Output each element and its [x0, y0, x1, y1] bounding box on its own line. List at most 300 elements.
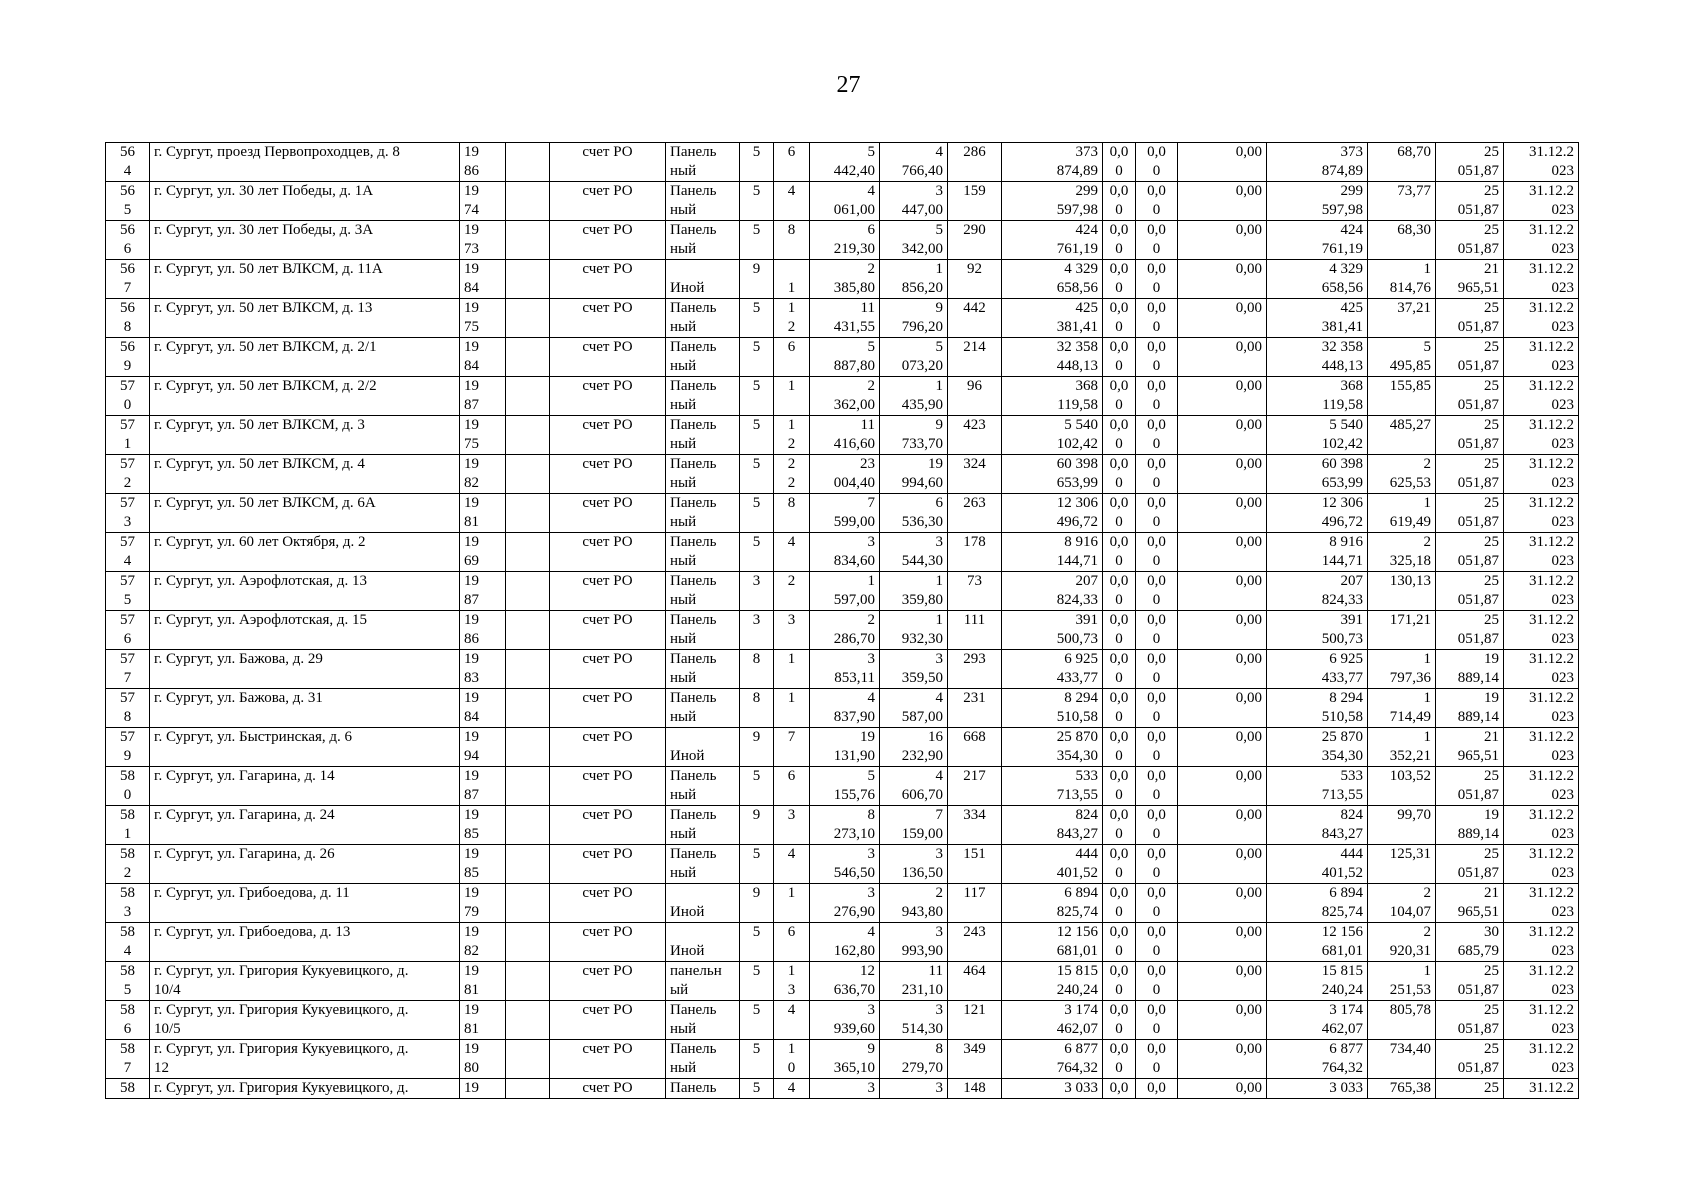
cell-fund-method: счет РО — [550, 533, 666, 572]
cell-specific-cost: 2 104,07 — [1368, 884, 1436, 923]
cell-entrances: 4 — [774, 182, 810, 221]
cell-residents: 349 — [948, 1040, 1002, 1079]
cell-cost-share-a: 0,0 0 — [1103, 182, 1136, 221]
table-row — [106, 806, 1579, 845]
cell-total-area: 4 061,00 — [810, 182, 880, 221]
cell-deadline: 31.12.2 023 — [1504, 572, 1579, 611]
cell-total-cost: 373 874,89 — [1002, 143, 1103, 182]
cell-entrances: 1 — [774, 260, 810, 299]
cell-residential-area: 1 856,20 — [880, 260, 948, 299]
cell-deadline: 31.12.2 023 — [1504, 455, 1579, 494]
table-row — [106, 611, 1579, 650]
cell-deadline: 31.12.2 023 — [1504, 689, 1579, 728]
cell-blank-cell — [506, 299, 550, 338]
cell-total-area: 3 — [810, 1079, 880, 1099]
cell-specific-cost: 99,70 — [1368, 806, 1436, 845]
cell-wall-material: Панель ный — [666, 494, 740, 533]
cell-extra-cost: 0,00 — [1178, 767, 1267, 806]
cell-extra-cost: 0,00 — [1178, 455, 1267, 494]
cell-cost-share-a: 0,0 0 — [1103, 923, 1136, 962]
cell-row-number: 58 5 — [106, 962, 150, 1001]
cell-address: г. Сургут, ул. 60 лет Октября, д. 2 — [150, 533, 460, 572]
cell-entrances: 2 — [774, 572, 810, 611]
cell-row-number: 58 1 — [106, 806, 150, 845]
cell-year-built: 19 84 — [460, 689, 506, 728]
cell-row-number: 57 8 — [106, 689, 150, 728]
cell-residential-area: 3 544,30 — [880, 533, 948, 572]
cell-floors: 5 — [740, 1040, 774, 1079]
cell-address: г. Сургут, ул. Гагарина, д. 24 — [150, 806, 460, 845]
cell-cost-share-a: 0,0 0 — [1103, 455, 1136, 494]
cell-residential-area: 4 587,00 — [880, 689, 948, 728]
cell-wall-material: Иной — [666, 260, 740, 299]
cell-residents: 151 — [948, 845, 1002, 884]
cell-floors: 3 — [740, 611, 774, 650]
cell-specific-cost: 485,27 — [1368, 416, 1436, 455]
cell-cost-share-a: 0,0 0 — [1103, 1040, 1136, 1079]
cell-wall-material: Панель ный — [666, 338, 740, 377]
cell-row-number: 56 9 — [106, 338, 150, 377]
cell-fund-method: счет РО — [550, 299, 666, 338]
cell-total-cost: 299 597,98 — [1002, 182, 1103, 221]
cell-specific-cost: 125,31 — [1368, 845, 1436, 884]
cell-total-area: 19 131,90 — [810, 728, 880, 767]
cell-floors: 5 — [740, 221, 774, 260]
cell-address: г. Сургут, ул. Григория Кукуевицкого, д. — [150, 1079, 460, 1099]
cell-address: г. Сургут, проезд Первопроходцев, д. 8 — [150, 143, 460, 182]
cell-extra-cost: 0,00 — [1178, 1001, 1267, 1040]
cell-cost-share-a: 0,0 — [1103, 1079, 1136, 1099]
cell-fund-method: счет РО — [550, 962, 666, 1001]
cell-fund-method: счет РО — [550, 377, 666, 416]
cell-blank-cell — [506, 689, 550, 728]
cell-year-built: 19 69 — [460, 533, 506, 572]
cell-year-built: 19 82 — [460, 455, 506, 494]
cell-cost-share-a: 0,0 0 — [1103, 338, 1136, 377]
cell-cost-regional: 60 398 653,99 — [1267, 455, 1368, 494]
cell-address: г. Сургут, ул. 50 лет ВЛКСМ, д. 13 — [150, 299, 460, 338]
cell-blank-cell — [506, 377, 550, 416]
cell-floors: 5 — [740, 923, 774, 962]
cell-floors: 9 — [740, 728, 774, 767]
cell-residents: 286 — [948, 143, 1002, 182]
table-row — [106, 260, 1579, 299]
cell-cost-share-b: 0,0 0 — [1136, 299, 1178, 338]
cell-max-cost: 25 051,87 — [1436, 494, 1504, 533]
cell-row-number: 57 3 — [106, 494, 150, 533]
cell-cost-share-b: 0,0 0 — [1136, 143, 1178, 182]
cell-residential-area: 1 359,80 — [880, 572, 948, 611]
cell-total-area: 4 162,80 — [810, 923, 880, 962]
cell-deadline: 31.12.2 023 — [1504, 416, 1579, 455]
cell-specific-cost: 155,85 — [1368, 377, 1436, 416]
cell-specific-cost: 2 325,18 — [1368, 533, 1436, 572]
cell-fund-method: счет РО — [550, 689, 666, 728]
cell-blank-cell — [506, 845, 550, 884]
cell-floors: 5 — [740, 1001, 774, 1040]
cell-wall-material: Панель ный — [666, 416, 740, 455]
cell-total-cost: 12 156 681,01 — [1002, 923, 1103, 962]
cell-floors: 5 — [740, 416, 774, 455]
cell-cost-regional: 6 877 764,32 — [1267, 1040, 1368, 1079]
cell-entrances: 1 — [774, 377, 810, 416]
cell-wall-material: Панель ный — [666, 221, 740, 260]
cell-blank-cell — [506, 338, 550, 377]
cell-max-cost: 21 965,51 — [1436, 728, 1504, 767]
cell-fund-method: счет РО — [550, 650, 666, 689]
cell-residents: 464 — [948, 962, 1002, 1001]
cell-residential-area: 8 279,70 — [880, 1040, 948, 1079]
cell-cost-share-a: 0,0 0 — [1103, 221, 1136, 260]
cell-wall-material: Панель ный — [666, 1001, 740, 1040]
cell-max-cost: 25 051,87 — [1436, 416, 1504, 455]
cell-year-built: 19 81 — [460, 494, 506, 533]
cell-total-cost: 444 401,52 — [1002, 845, 1103, 884]
cell-row-number: 58 2 — [106, 845, 150, 884]
cell-cost-regional: 25 870 354,30 — [1267, 728, 1368, 767]
cell-year-built: 19 74 — [460, 182, 506, 221]
cell-specific-cost: 37,21 — [1368, 299, 1436, 338]
cell-cost-share-b: 0,0 0 — [1136, 338, 1178, 377]
page-number: 27 — [836, 72, 861, 98]
cell-extra-cost: 0,00 — [1178, 533, 1267, 572]
cell-blank-cell — [506, 728, 550, 767]
cell-wall-material: Панель ный — [666, 845, 740, 884]
cell-row-number: 57 6 — [106, 611, 150, 650]
cell-year-built: 19 82 — [460, 923, 506, 962]
cell-row-number: 57 2 — [106, 455, 150, 494]
cell-specific-cost: 68,30 — [1368, 221, 1436, 260]
cell-max-cost: 25 051,87 — [1436, 182, 1504, 221]
cell-blank-cell — [506, 572, 550, 611]
cell-year-built: 19 87 — [460, 572, 506, 611]
cell-residents: 96 — [948, 377, 1002, 416]
cell-blank-cell — [506, 806, 550, 845]
cell-floors: 5 — [740, 455, 774, 494]
cell-blank-cell — [506, 182, 550, 221]
cell-deadline: 31.12.2 023 — [1504, 377, 1579, 416]
cell-wall-material: Панель ный — [666, 767, 740, 806]
cell-year-built: 19 83 — [460, 650, 506, 689]
cell-blank-cell — [506, 143, 550, 182]
table-row — [106, 533, 1579, 572]
cell-blank-cell — [506, 260, 550, 299]
cell-cost-share-a: 0,0 0 — [1103, 416, 1136, 455]
table-row — [106, 182, 1579, 221]
table-row — [106, 377, 1579, 416]
cell-cost-share-b: 0,0 0 — [1136, 455, 1178, 494]
cell-floors: 8 — [740, 650, 774, 689]
cell-cost-share-b: 0,0 0 — [1136, 845, 1178, 884]
cell-cost-share-a: 0,0 0 — [1103, 962, 1136, 1001]
cell-address: г. Сургут, ул. Григория Кукуевицкого, д. 10/4 — [150, 962, 460, 1001]
cell-max-cost: 21 965,51 — [1436, 260, 1504, 299]
cell-total-area: 1 597,00 — [810, 572, 880, 611]
cell-total-cost: 391 500,73 — [1002, 611, 1103, 650]
cell-specific-cost: 1 352,21 — [1368, 728, 1436, 767]
cell-deadline: 31.12.2 023 — [1504, 143, 1579, 182]
cell-cost-share-a: 0,0 0 — [1103, 533, 1136, 572]
cell-extra-cost: 0,00 — [1178, 845, 1267, 884]
cell-cost-share-a: 0,0 0 — [1103, 806, 1136, 845]
cell-total-cost: 8 916 144,71 — [1002, 533, 1103, 572]
cell-residents: 148 — [948, 1079, 1002, 1099]
table-row — [106, 221, 1579, 260]
cell-blank-cell — [506, 923, 550, 962]
cell-fund-method: счет РО — [550, 572, 666, 611]
cell-cost-regional: 373 874,89 — [1267, 143, 1368, 182]
cell-max-cost: 25 051,87 — [1436, 845, 1504, 884]
cell-residents: 73 — [948, 572, 1002, 611]
cell-row-number: 58 — [106, 1079, 150, 1099]
cell-fund-method: счет РО — [550, 182, 666, 221]
cell-cost-share-b: 0,0 0 — [1136, 572, 1178, 611]
cell-residents: 263 — [948, 494, 1002, 533]
cell-deadline: 31.12.2 023 — [1504, 611, 1579, 650]
cell-row-number: 56 8 — [106, 299, 150, 338]
cell-fund-method: счет РО — [550, 767, 666, 806]
cell-cost-share-b: 0,0 0 — [1136, 182, 1178, 221]
cell-cost-share-b: 0,0 0 — [1136, 884, 1178, 923]
cell-floors: 9 — [740, 806, 774, 845]
cell-wall-material: Иной — [666, 923, 740, 962]
cell-entrances: 1 3 — [774, 962, 810, 1001]
cell-total-cost: 6 894 825,74 — [1002, 884, 1103, 923]
cell-specific-cost: 73,77 — [1368, 182, 1436, 221]
cell-max-cost: 25 051,87 — [1436, 338, 1504, 377]
cell-cost-share-b: 0,0 0 — [1136, 689, 1178, 728]
cell-fund-method: счет РО — [550, 806, 666, 845]
cell-address: г. Сургут, ул. Гагарина, д. 26 — [150, 845, 460, 884]
cell-extra-cost: 0,00 — [1178, 1040, 1267, 1079]
cell-cost-share-a: 0,0 0 — [1103, 650, 1136, 689]
cell-residents: 334 — [948, 806, 1002, 845]
cell-floors: 5 — [740, 338, 774, 377]
cell-max-cost: 30 685,79 — [1436, 923, 1504, 962]
cell-residential-area: 3 — [880, 1079, 948, 1099]
table-row — [106, 1040, 1579, 1079]
cell-floors: 5 — [740, 143, 774, 182]
cell-residential-area: 3 447,00 — [880, 182, 948, 221]
cell-total-cost: 3 033 — [1002, 1079, 1103, 1099]
table-row — [106, 299, 1579, 338]
cell-cost-regional: 15 815 240,24 — [1267, 962, 1368, 1001]
cell-wall-material: Иной — [666, 728, 740, 767]
cell-total-cost: 368 119,58 — [1002, 377, 1103, 416]
cell-deadline: 31.12.2 023 — [1504, 806, 1579, 845]
cell-row-number: 57 0 — [106, 377, 150, 416]
cell-row-number: 58 7 — [106, 1040, 150, 1079]
cell-entrances: 4 — [774, 845, 810, 884]
cell-cost-share-a: 0,0 0 — [1103, 299, 1136, 338]
cell-total-area: 3 834,60 — [810, 533, 880, 572]
cell-specific-cost: 1 714,49 — [1368, 689, 1436, 728]
cell-deadline: 31.12.2 023 — [1504, 182, 1579, 221]
cell-entrances: 1 — [774, 650, 810, 689]
cell-cost-regional: 824 843,27 — [1267, 806, 1368, 845]
cell-cost-regional: 3 174 462,07 — [1267, 1001, 1368, 1040]
table-row — [106, 689, 1579, 728]
cell-address: г. Сургут, ул. Григория Кукуевицкого, д. 10/5 — [150, 1001, 460, 1040]
cell-address: г. Сургут, ул. Бажова, д. 31 — [150, 689, 460, 728]
cell-entrances: 4 — [774, 1079, 810, 1099]
cell-cost-regional: 424 761,19 — [1267, 221, 1368, 260]
cell-year-built: 19 85 — [460, 806, 506, 845]
cell-address: г. Сургут, ул. 30 лет Победы, д. 1А — [150, 182, 460, 221]
cell-deadline: 31.12.2 023 — [1504, 260, 1579, 299]
cell-entrances: 1 — [774, 884, 810, 923]
table-row — [106, 1001, 1579, 1040]
cell-blank-cell — [506, 884, 550, 923]
cell-cost-share-b: 0,0 0 — [1136, 533, 1178, 572]
cell-cost-share-b: 0,0 0 — [1136, 494, 1178, 533]
table-body — [106, 143, 1579, 1099]
cell-residential-area: 4 606,70 — [880, 767, 948, 806]
cell-fund-method: счет РО — [550, 923, 666, 962]
cell-deadline: 31.12.2 023 — [1504, 338, 1579, 377]
cell-specific-cost: 2 920,31 — [1368, 923, 1436, 962]
housing-registry-table — [105, 142, 1579, 1099]
cell-year-built: 19 86 — [460, 143, 506, 182]
cell-total-area: 3 939,60 — [810, 1001, 880, 1040]
cell-total-area: 8 273,10 — [810, 806, 880, 845]
cell-extra-cost: 0,00 — [1178, 1079, 1267, 1099]
cell-cost-regional: 368 119,58 — [1267, 377, 1368, 416]
cell-total-cost: 32 358 448,13 — [1002, 338, 1103, 377]
cell-max-cost: 19 889,14 — [1436, 689, 1504, 728]
cell-specific-cost: 130,13 — [1368, 572, 1436, 611]
cell-year-built: 19 81 — [460, 962, 506, 1001]
cell-cost-share-b: 0,0 0 — [1136, 728, 1178, 767]
cell-extra-cost: 0,00 — [1178, 728, 1267, 767]
cell-cost-regional: 391 500,73 — [1267, 611, 1368, 650]
cell-address: г. Сургут, ул. Грибоедова, д. 13 — [150, 923, 460, 962]
cell-extra-cost: 0,00 — [1178, 923, 1267, 962]
cell-entrances: 1 2 — [774, 416, 810, 455]
cell-cost-share-a: 0,0 0 — [1103, 728, 1136, 767]
cell-address: г. Сургут, ул. Быстринская, д. 6 — [150, 728, 460, 767]
cell-extra-cost: 0,00 — [1178, 494, 1267, 533]
cell-entrances: 3 — [774, 611, 810, 650]
cell-total-cost: 824 843,27 — [1002, 806, 1103, 845]
cell-address: г. Сургут, ул. 50 лет ВЛКСМ, д. 3 — [150, 416, 460, 455]
cell-total-area: 3 853,11 — [810, 650, 880, 689]
cell-entrances: 4 — [774, 1001, 810, 1040]
cell-residential-area: 5 342,00 — [880, 221, 948, 260]
table-row — [106, 845, 1579, 884]
cell-cost-regional: 533 713,55 — [1267, 767, 1368, 806]
table-row — [106, 416, 1579, 455]
cell-cost-share-b: 0,0 0 — [1136, 650, 1178, 689]
cell-wall-material: Панель ный — [666, 572, 740, 611]
cell-cost-regional: 12 306 496,72 — [1267, 494, 1368, 533]
cell-address: г. Сургут, ул. Аэрофлотская, д. 13 — [150, 572, 460, 611]
cell-specific-cost: 5 495,85 — [1368, 338, 1436, 377]
cell-cost-regional: 5 540 102,42 — [1267, 416, 1368, 455]
table-row — [106, 455, 1579, 494]
cell-residential-area: 19 994,60 — [880, 455, 948, 494]
cell-total-cost: 533 713,55 — [1002, 767, 1103, 806]
cell-cost-regional: 8 916 144,71 — [1267, 533, 1368, 572]
cell-cost-share-b: 0,0 0 — [1136, 377, 1178, 416]
cell-specific-cost: 103,52 — [1368, 767, 1436, 806]
cell-wall-material: Панель ный — [666, 650, 740, 689]
cell-residential-area: 9 733,70 — [880, 416, 948, 455]
cell-residential-area: 6 536,30 — [880, 494, 948, 533]
cell-deadline: 31.12.2 023 — [1504, 221, 1579, 260]
cell-blank-cell — [506, 533, 550, 572]
cell-total-area: 4 837,90 — [810, 689, 880, 728]
cell-max-cost: 25 — [1436, 1079, 1504, 1099]
cell-total-area: 6 219,30 — [810, 221, 880, 260]
cell-year-built: 19 73 — [460, 221, 506, 260]
cell-address: г. Сургут, ул. 50 лет ВЛКСМ, д. 4 — [150, 455, 460, 494]
cell-entrances: 8 — [774, 494, 810, 533]
cell-deadline: 31.12.2 023 — [1504, 299, 1579, 338]
cell-entrances: 2 2 — [774, 455, 810, 494]
cell-blank-cell — [506, 455, 550, 494]
cell-cost-share-b: 0,0 0 — [1136, 221, 1178, 260]
cell-specific-cost: 734,40 — [1368, 1040, 1436, 1079]
cell-residential-area: 2 943,80 — [880, 884, 948, 923]
cell-max-cost: 25 051,87 — [1436, 455, 1504, 494]
cell-extra-cost: 0,00 — [1178, 962, 1267, 1001]
cell-floors: 9 — [740, 884, 774, 923]
cell-wall-material: Панель ный — [666, 806, 740, 845]
table-row — [106, 494, 1579, 533]
cell-cost-share-a: 0,0 0 — [1103, 377, 1136, 416]
cell-floors: 5 — [740, 494, 774, 533]
cell-cost-regional: 207 824,33 — [1267, 572, 1368, 611]
cell-total-area: 3 276,90 — [810, 884, 880, 923]
cell-residents: 290 — [948, 221, 1002, 260]
cell-row-number: 58 4 — [106, 923, 150, 962]
cell-year-built: 19 75 — [460, 416, 506, 455]
cell-deadline: 31.12.2 023 — [1504, 650, 1579, 689]
cell-residents: 324 — [948, 455, 1002, 494]
cell-total-area: 2 286,70 — [810, 611, 880, 650]
cell-cost-regional: 32 358 448,13 — [1267, 338, 1368, 377]
cell-total-cost: 5 540 102,42 — [1002, 416, 1103, 455]
cell-residential-area: 9 796,20 — [880, 299, 948, 338]
cell-row-number: 56 6 — [106, 221, 150, 260]
cell-fund-method: счет РО — [550, 221, 666, 260]
cell-deadline: 31.12.2 023 — [1504, 962, 1579, 1001]
cell-address: г. Сургут, ул. Григория Кукуевицкого, д. 12 — [150, 1040, 460, 1079]
cell-entrances: 1 — [774, 689, 810, 728]
cell-entrances: 4 — [774, 533, 810, 572]
cell-extra-cost: 0,00 — [1178, 650, 1267, 689]
cell-total-area: 2 385,80 — [810, 260, 880, 299]
cell-wall-material: Панель ный — [666, 377, 740, 416]
cell-total-cost: 6 877 764,32 — [1002, 1040, 1103, 1079]
cell-extra-cost: 0,00 — [1178, 689, 1267, 728]
cell-address: г. Сургут, ул. 50 лет ВЛКСМ, д. 2/2 — [150, 377, 460, 416]
cell-fund-method: счет РО — [550, 494, 666, 533]
table-row — [106, 572, 1579, 611]
cell-blank-cell — [506, 962, 550, 1001]
cell-cost-share-b: 0,0 0 — [1136, 806, 1178, 845]
cell-cost-regional: 299 597,98 — [1267, 182, 1368, 221]
cell-max-cost: 25 051,87 — [1436, 962, 1504, 1001]
cell-deadline: 31.12.2 023 — [1504, 1040, 1579, 1079]
cell-deadline: 31.12.2 023 — [1504, 845, 1579, 884]
cell-year-built: 19 87 — [460, 767, 506, 806]
cell-extra-cost: 0,00 — [1178, 572, 1267, 611]
cell-wall-material: Панель — [666, 1079, 740, 1099]
cell-cost-regional: 425 381,41 — [1267, 299, 1368, 338]
cell-cost-share-a: 0,0 0 — [1103, 884, 1136, 923]
